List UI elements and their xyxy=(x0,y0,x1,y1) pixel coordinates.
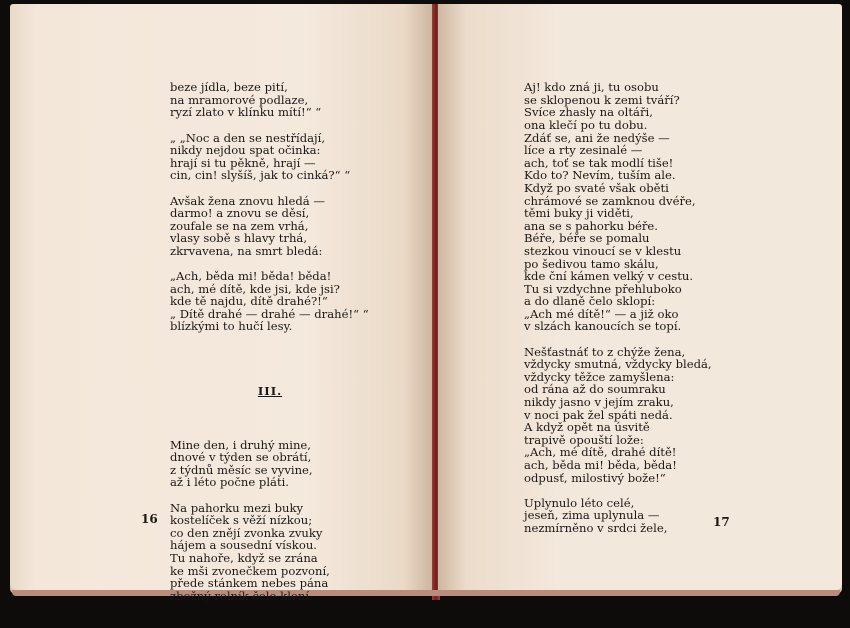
verse-line: v noci pak žel spáti nedá. xyxy=(524,407,673,422)
verse-line: kostelíček s věží nízkou; xyxy=(170,513,313,528)
verse-line: zoufale se na zem vrhá, xyxy=(170,218,309,233)
verse-line: po šedivou tamo skálu, xyxy=(524,256,659,271)
verse-line: ryzí zlato v klínku mítí!“ “ xyxy=(170,105,322,120)
verse-line: ana se s pahorku béře. xyxy=(524,218,658,233)
page-number-right: 17 xyxy=(713,515,730,529)
verse-line: v slzách kanoucích se topí. xyxy=(524,319,682,334)
verse-line: Nešťastnáť to z chýže žena, xyxy=(524,344,686,359)
page-edge xyxy=(12,590,840,596)
stanza xyxy=(170,132,370,182)
verse-line: chrámové se zamknou dvéře, xyxy=(524,193,696,208)
verse-line: „Ach, mé dítě, drahé dítě! xyxy=(524,445,677,460)
verse-line: Uplynulo léto celé, xyxy=(524,495,635,510)
verse-line: Aj! kdo zná ji, tu osobu xyxy=(524,80,659,95)
verse-line: trapivě opouští lože: xyxy=(524,432,644,447)
stanza xyxy=(170,81,370,119)
verse-line: A když opět na úsvitě xyxy=(524,420,650,435)
verse-line: Svíce zhasly na oltáři, xyxy=(524,105,653,120)
verse-line: hrají si tu pěkně, hrají — xyxy=(170,155,316,170)
verse-line: Kdo to? Nevím, tuším ale. xyxy=(524,168,676,183)
verse-line: odpusť, milostivý bože!“ xyxy=(524,470,666,485)
verse-line: od rána až do soumraku xyxy=(524,382,666,397)
stanza xyxy=(170,195,370,258)
verse-line: ke mši zvonečkem pozvoní, xyxy=(170,563,330,578)
verse-line: nikdy nejdou spat očinka: xyxy=(170,143,321,158)
verse-line: vždycky smutná, vždycky bledá, xyxy=(524,357,712,372)
stanza xyxy=(524,81,754,333)
verse-line: blízkými to hučí lesy. xyxy=(170,319,293,334)
verse-line: „Ach mé dítě!“ — a již oko xyxy=(524,306,679,321)
verse-line: dnové v týden se obrátí, xyxy=(170,450,312,465)
verse-line: na mramorové podlaze, xyxy=(170,92,309,107)
left-page-text xyxy=(170,56,370,628)
page-number-left: 16 xyxy=(141,512,158,526)
stanza xyxy=(170,439,370,489)
right-stanzas xyxy=(524,81,754,534)
verse-line: beze jídla, beze pití, xyxy=(170,80,288,95)
verse-line: jeseň, zima uplynula — xyxy=(524,508,660,523)
verse-line: z týdnů měsíc se vyvine, xyxy=(170,462,313,477)
verse-line: „ Dítě drahé — drahé — drahé!“ “ xyxy=(170,306,369,321)
verse-line: darmo! a znovu se děsí, xyxy=(170,206,310,221)
verse-line: až i léto počne pláti. xyxy=(170,475,289,490)
verse-line: nikdy jasno v jejím zraku, xyxy=(524,395,674,410)
left-stanzas-after xyxy=(170,439,370,603)
verse-line: ach, mé dítě, kde jsi, kde jsi? xyxy=(170,281,340,296)
verse-line: Tu si vzdychne přehluboko xyxy=(524,281,682,296)
verse-line: těmi buky ji viděti, xyxy=(524,206,634,221)
verse-line: Když po svaté však oběti xyxy=(524,180,669,195)
stanza xyxy=(524,346,754,485)
verse-line: zkrvavena, na smrt bledá: xyxy=(170,243,323,258)
verse-line: Mine den, i druhý mine, xyxy=(170,437,311,452)
verse-line: líce a rty zesinalé — xyxy=(524,143,643,158)
left-stanzas-before xyxy=(170,81,370,333)
verse-line: Tu nahoře, když se zrána xyxy=(170,550,318,565)
stanza xyxy=(170,502,370,603)
stanza xyxy=(170,270,370,333)
verse-line: Zdáť se, ani že nedýše — xyxy=(524,130,670,145)
verse-line: vždycky těžce zamyšlena: xyxy=(524,369,675,384)
verse-line: kde ční kámen velký v cestu. xyxy=(524,269,694,284)
verse-line: hájem a sousední vískou. xyxy=(170,538,317,553)
verse-line: co den znějí zvonka zvuky xyxy=(170,525,323,540)
section-heading: III. xyxy=(257,383,283,398)
verse-line: kde tě najdu, dítě drahé?!“ xyxy=(170,294,328,309)
verse-line: zbožný rolník čelo kloní. xyxy=(170,588,313,603)
verse-line: stezkou vinoucí se v klestu xyxy=(524,243,682,258)
verse-line: cin, cin! slyšíš, jak to cinká?“ “ xyxy=(170,168,351,183)
right-page-text xyxy=(524,56,754,560)
verse-line: a do dlaně čelo sklopí: xyxy=(524,294,656,309)
verse-line: nezmírněno v srdci žele, xyxy=(524,520,668,535)
verse-line: ach, toť se tak modlí tiše! xyxy=(524,155,674,170)
verse-line: „Ach, běda mi! běda! běda! xyxy=(170,269,332,284)
verse-line: „ „Noc a den se nestřídají, xyxy=(170,130,326,145)
verse-line: přede stánkem nebes pána xyxy=(170,576,329,591)
verse-line: Béře, béře se pomalu xyxy=(524,231,650,246)
verse-line: Avšak žena znovu hledá — xyxy=(170,193,325,208)
verse-line: Na pahorku mezi buky xyxy=(170,500,304,515)
verse-line: ach, běda mi! běda, běda! xyxy=(524,458,677,472)
verse-line: ona klečí po tu dobu. xyxy=(524,117,648,132)
verse-line: vlasy sobě s hlavy trhá, xyxy=(170,231,308,246)
verse-line: se sklopenou k zemi tváří? xyxy=(524,92,680,107)
